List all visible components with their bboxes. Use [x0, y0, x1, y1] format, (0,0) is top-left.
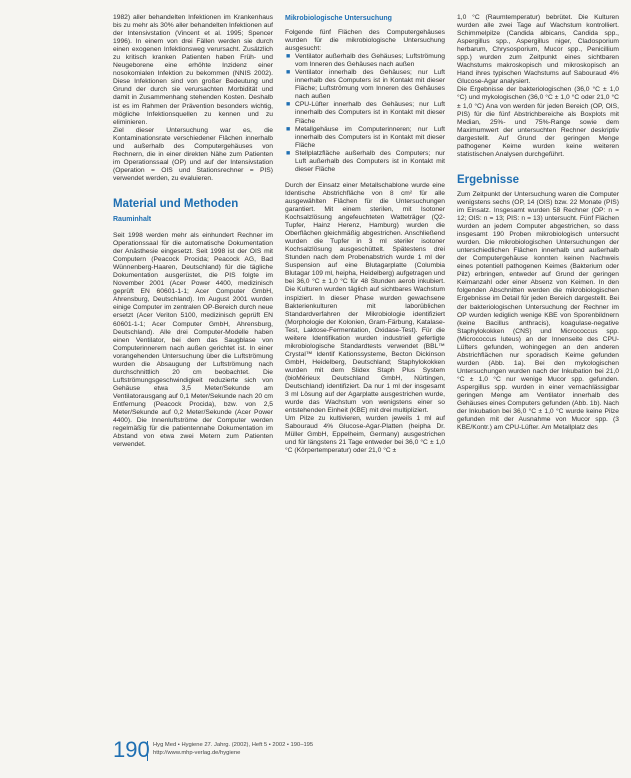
list-item [285, 69, 445, 101]
list-item [285, 150, 445, 174]
methods-paragraph: Seit 1998 werden mehr als einhundert Rechner im Operationssaal für die automatische Dokumentation der Anästhesie eingesetzt. Seit 1998 ist der OIS mit Computern (Peacock Procida; Peacock AG, Bad Wünnenberg-Haaren, Deutschland) für die tägliche Dokumentation ausgerüstet, die PIS folgte im November 2001 (Acer Power 4400, medizinisch geprüft EN 60601-1-1; Acer Computer GmbH, Ahrensburg, Deutschland). Im August 2001 wurden einige Computer im zentralen OP-Bereich durch neue ersetzt (Acer Veriton 5100, medizinisch geprüft EN 60601-1-1; Acer Computer GmbH, Ahrensburg, Deutschland). Alle drei Computer-Modelle haben einen Ventilator, bei dem das Saugblase von Computerinnerem nach außen gerichtet ist. In einer vorangehenden Untersuchung über die Luftströmung wurden die Absaugung der Luftströmung nach durchschnittlich 20 cm beobachtet. Die Luftströmungsgeschwindigkeit reduzierte sich von Gehäuse etwa 3,5 Meter/Sekunde am Ventilatorausgang auf 0,1 Meter/Sekunde nach 20 cm Entfernung (Peacock Procida), bzw. von 2,5 Meter/Sekunde auf 0,2 Meter/Sekunde (Acer Power 4400). Die Innenluftströme der Computer werden regelmäßig für die patientennahe Dokumentation im Abstand von etwa zwei Metern zum Patienten verwendet. [113, 231, 273, 449]
bullet-icon: ■ [286, 101, 291, 109]
footer-citation [153, 742, 313, 757]
bullet-icon: ■ [286, 53, 291, 61]
list-item-text: Stellplatzfläche außerhalb des Computers; nur Luft außerhalb des Computers ist in Kontakt mit dieser Fläche [295, 149, 445, 173]
intro-paragraph-2: Ziel dieser Untersuchung war es, die Kontaminationsrate verschiedener Flächen innerhalb und außerhalb des Computergehäuses von Rechnern, die in einer direkten Nähe zum Patienten im Operationssaal (OP) und auf der Intensivstation (Operation = OIS und Stationsrechner = PIS) verwendet werden, zu evaluieren. [113, 126, 273, 182]
fungi-paragraph: Um Pilze zu kultivieren, wurden jeweils 1 ml auf Sabouraud 4% Glucose-Agar-Platten (heipha Dr. Müller GmbH, Eppelheim, Germany) ausgestrichen und für längstens 21 Tage entweder bei 36,0 °C ± 1,0 °C (Körpertemperatur) oder 21,0 °C ± [285, 415, 445, 455]
column-left [113, 14, 273, 449]
page-footer [113, 738, 453, 764]
list-item-text: CPU-Lüfter innerhalb des Gehäuses; nur Luft innerhalb des Computers ist in Kontakt mit dieser Fläche [295, 101, 445, 125]
column-middle [285, 14, 445, 455]
footer-divider [147, 741, 148, 761]
analysis-paragraph: Die Ergebnisse der bakteriologischen (36,0 °C ± 1,0 °C) und mykologischen (36,0 °C ± 1,0 °C oder 21,0 °C ± 1,0 °C) Ana von werden für jeden Bereich (OP, OIS, PIS) für die fünf Abstrichbereiche als Boxplots mit Median, 25%- und 75%-Range sowie dem Maximumwert der untersuchten Rechner deskriptiv dargestellt. Auf Grund der geringen Menge pathogener Keime wurden keine weiteren statistischen Analysen durchgeführt. [457, 86, 619, 158]
bullet-icon: ■ [286, 149, 291, 157]
sampling-surfaces-list [285, 53, 445, 174]
list-item-text: Ventilator außerhalb des Gehäuses; Luftströmung vom Inneren des Gehäuses nach außen [295, 53, 445, 69]
list-item [285, 53, 445, 69]
list-item-text: Ventilator innerhalb des Gehäuses; nur Luft innerhalb des Computers ist in Kontakt mit dieser Fläche; Luftströmung vom Inneren des Gehäuses nach außen [295, 69, 445, 101]
journal-url: http://www.mhp-verlag.de/hygiene [153, 749, 241, 756]
journal-reference: Hyg Med • Hygiene 27. Jahrg. (2002), Heft 5 • 2002 • 190–195 [153, 742, 314, 748]
list-item [285, 126, 445, 150]
column-right [457, 14, 619, 432]
intro-paragraph-1: 1982) aller behandelten Infektionen im Krankenhaus bis zu mehr als 30% aller behandelten Infektionen auf der Intensivstation (Vincent et al. 1995; Spencer 1996). In einem von drei Fällen werden sie durch einen exogenen Infektionsweg verursacht. Zusätzlich zu kritisch kranken Patienten haben Früh- und Neugeborene eine erhöhte Inzidenz einer nosokomialen Infektion zu bekommen (NNIS 2002). Diese Infektionen sind von großer Bedeutung und Grund der durch sie verursachten Morbidität und damit in Zusammenhang stehenden Kosten. Deshalb ist es im Rahmen der Prävention besonders wichtig, mögliche Infektionsquellen zu kennen und zu eliminieren. [113, 14, 273, 126]
bullet-icon: ■ [286, 69, 291, 77]
subsection-title-room: Rauminhalt [113, 215, 152, 223]
page-number: 190 [113, 737, 150, 762]
list-item [285, 101, 445, 125]
results-paragraph: Zum Zeitpunkt der Untersuchung waren die Computer wenigstens sechs (OP, 14 (OIS) bzw. 22 Monate (PIS) im Einsatz. Insgesamt wurden 58 Rechner (OP: n = 12; OIS: n = 13; PIS: n = 13) untersucht. Fünf Flächen wurden an jedem Computer abgestrichen, so dass insgesamt 190 Proben mikrobiologisch untersucht wurden. Die mikrobiologischen Untersuchungen der unterschiedlichen Flächen innerhalb und außerhalb der Computergehäuse konnten keinen Nachweis eines potentiell pathogenen Keimes (Bakterium oder Pilz) erbringen, entweder auf Grund der geringen Keimanzahl oder einer Absenz von Keimen. In den folgenden Abschnitten werden die mikrobiologischen Ergebnisse im Detail für jeden Bereich dargestellt. Bei der bakteriologischen Untersuchung der Rechner im OP wurden lediglich wenige KBE von Sporenbildnern (keine Bacillus anthracis), koagulase-negative Staphylokokken (CNS) und Micrococcus spp. (Micrococcus luteus) an der Innenseite des CPU-Lüfters gefunden, wohingegen an den anderen Abstrichflächen nur sporadisch Keime gefunden wurden (Abb. 1a). Bei den mykologischen Untersuchungen wurden nach der Inkubation bei 21,0 °C ± 1,0 °C nur wenige Mucor spp. gefunden. Aspergillus spp. wurden in einer vernachlässigbar geringen Menge am Ventilator innerhalb des Gehäuses eines Computers gefunden (Abb. 1b). Nach der Inkubation bei 36,0 °C ± 1,0 °C wurde keine Pilze gefunden mit der Ausnahme von Mucor spp. (3 KBE/Kontr.) am CPU-Lüfter. Am Metallplatz des [457, 190, 619, 432]
section-title-methods: Material und Methoden [113, 197, 239, 210]
microbiology-lead: Folgende fünf Flächen des Computergehäuses wurden für die mikrobiologische Untersuchung ausgesucht: [285, 29, 445, 53]
list-item-text: Metallgehäuse im Computerinneren; nur Luft innerhalb des Computers ist in Kontakt mit dieser Fläche [295, 125, 445, 149]
section-title-results: Ergebnisse [457, 173, 519, 186]
subsection-title-microbiology: Mikrobiologische Untersuchung [285, 15, 392, 22]
bullet-icon: ■ [286, 125, 291, 133]
incubation-paragraph: 1,0 °C (Raumtemperatur) bebrütet. Die Kulturen wurden alle zwei Tage auf Wachstum kontrolliert. Schimmelpilze (Candida albicans, Candida spp., Aspergillus spp., Aspergillus niger, Cladosporium herbarum, Chrysosporium, Mucor spp., Penicillium spp.) wurden zum Zeitpunkt eines sichtbaren Wachstums makroskopisch und mikroskopisch an Hand ihres typischen Wachstums auf Sabouraud 4% Glucose-Agar analysiert. [457, 14, 619, 86]
methods-body-paragraph: Durch der Einsatz einer Metallschablone wurde eine Identische Abstrichfläche von 8 cm² für alle ausgewählten Flächen für die Untersuchungen garantiert. Mit einem sterilen, mit Isotoner Kochsalzlösung angefeuchteten Watteträger (Q2-Tupfer, Hainz Herenz, Hamburg) wurden die Oberflächen gleichmäßig abgestrichen. Anschließend wurden die Tupfer in 3 ml steriler isotoner Kochsalzlösung ausgeschüttelt. Spätestens drei Stunden nach dem Probenabstrich wurde 1 ml der Suspension auf eine Blutagarplatte (Columbia Blutagar 109 ml, heipha, Heidelberg) aufgetragen und bei 36,0 °C ± 1,0 °C für 48 Stunden aerob inkubiert. Die Kulturen wurden täglich auf sichtbares Wachstum inspiziert. In dieser Phase wurden gewachsene Bakterienkulturen mit laborüblichen Standardverfahren der Mikrobiologie identifiziert (Morphologie der Kolonien, Gram-Färbung, Katalase-Test, Laktose-Fermentation, Oxidase-Test). Für die weitere Identifikation wurden industriell gefertigte mikrobiologische Standardtests verwendet (BBL™ Crystal™ Identif Kationssysteme, Becton Dickinson GmbH, Heidelberg, Deutschland; Staphylokokken wurden mit dem Slidex Staph Plus System (bioMérieux Deutschland GmbH, Nürtingen, Deutschland) identifiziert. Da nur 1 ml der insgesamt 3 ml Lösung auf der Agarplatte ausgestrichen wurde, wurde das Wachstum von wenigstens einer so entstehenden Einheit (KBE) mit drei multipliziert. [285, 181, 445, 415]
